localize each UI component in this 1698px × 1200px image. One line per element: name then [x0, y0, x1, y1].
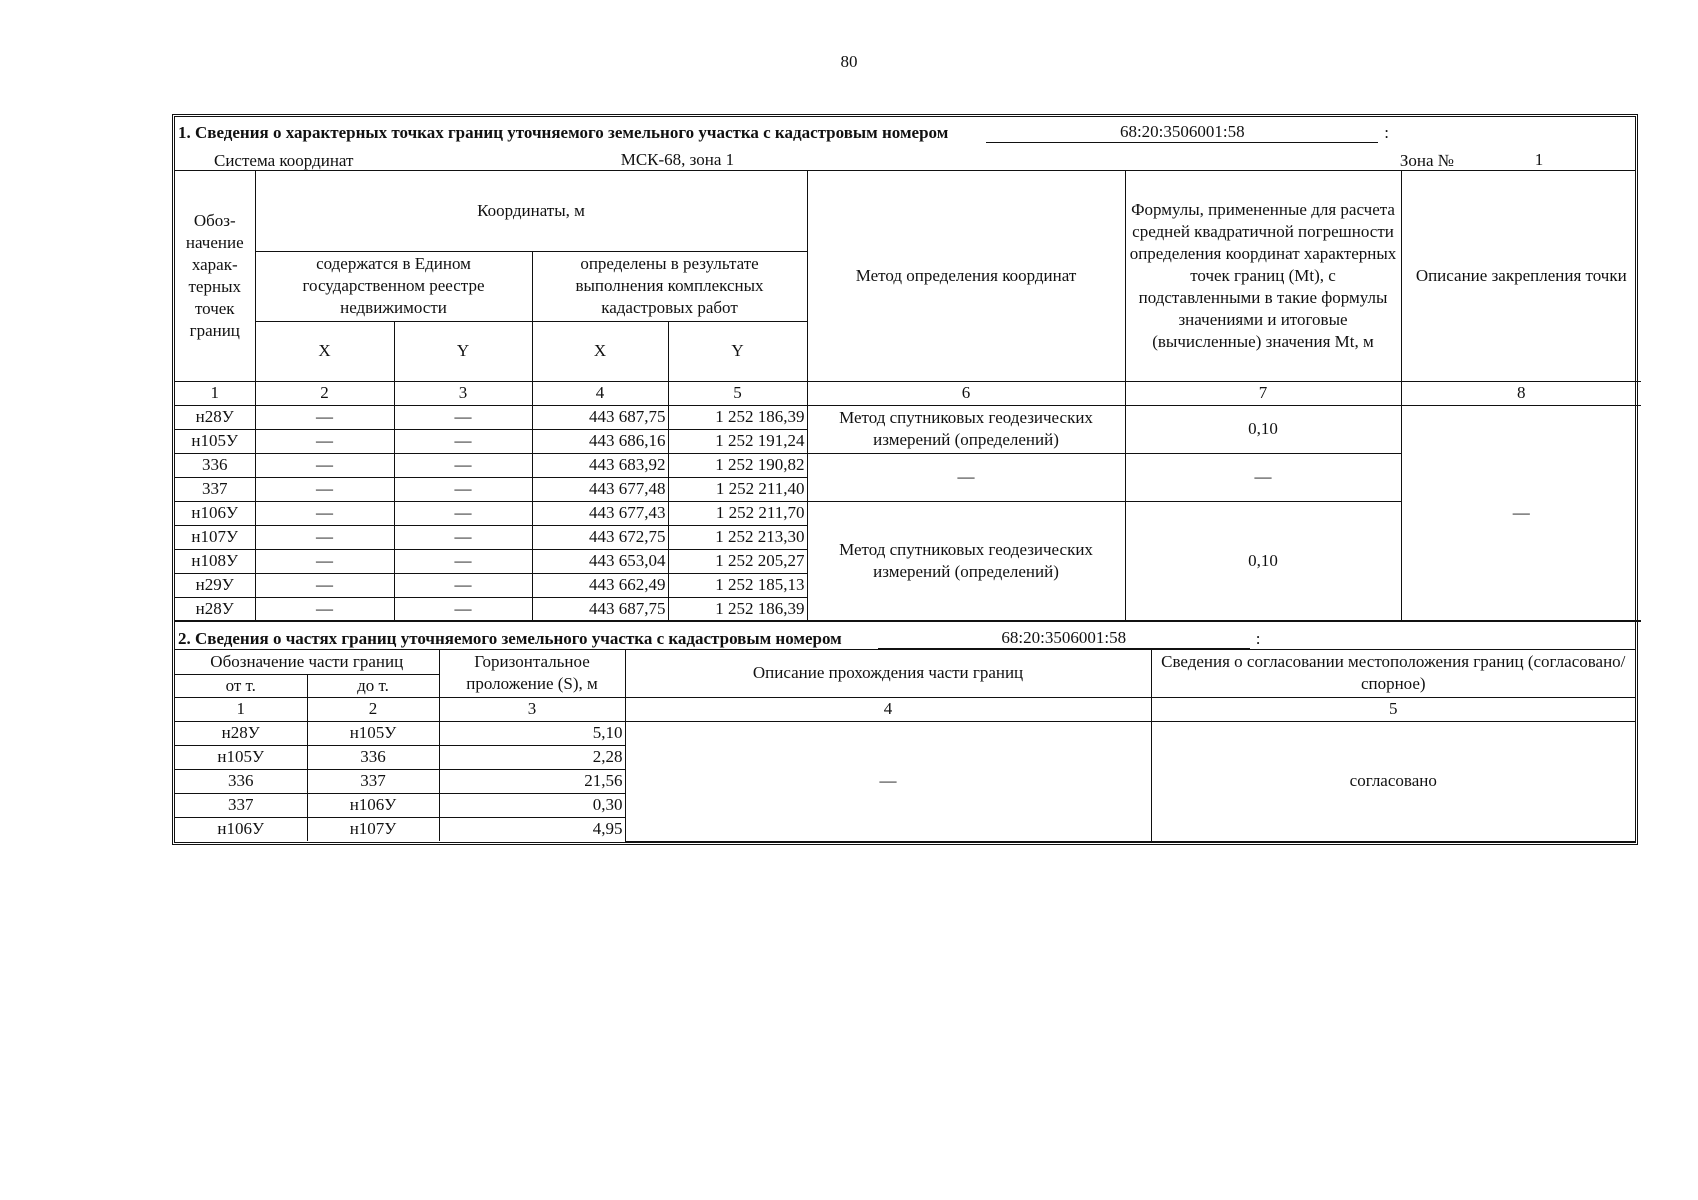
section2-cadastral-number: 68:20:3506001:58	[878, 628, 1250, 649]
header-coordinates: Координаты, м	[255, 171, 807, 251]
coord-system-value: МСК-68, зона 1	[353, 150, 1001, 171]
y-egrn: —	[394, 501, 532, 525]
horizontal-value: 4,95	[439, 817, 625, 841]
mt-cell: 0,10	[1125, 501, 1401, 621]
coord-system-label: Система координат	[214, 151, 354, 170]
point-designation: н28У	[175, 405, 255, 429]
x-egrn: —	[255, 477, 394, 501]
y-value: 1 252 211,70	[668, 501, 807, 525]
section2-colon: :	[1255, 629, 1261, 648]
x-value: 443 683,92	[532, 453, 668, 477]
cadastral-document	[172, 114, 1638, 845]
horizontal-value: 2,28	[439, 745, 625, 769]
x-value: 443 662,49	[532, 573, 668, 597]
col-number: 8	[1401, 381, 1641, 405]
header-agreement: Сведения о согласовании местоположения границ (согласовано/спорное)	[1151, 650, 1635, 697]
x-egrn: —	[255, 597, 394, 621]
mt-cell: 0,10	[1125, 405, 1401, 453]
header-determined: определены в результате выполнения комплексных кадастровых работ	[532, 251, 807, 321]
col-number: 4	[532, 381, 668, 405]
table-row	[175, 721, 1635, 745]
to-point: н105У	[307, 721, 439, 745]
header-to: до т.	[307, 674, 439, 697]
header-designation: Обоз-начение харак-терных точек границ	[175, 171, 255, 381]
from-point: н28У	[175, 721, 307, 745]
y-egrn: —	[394, 549, 532, 573]
header-fixing: Описание закрепления точки	[1401, 171, 1641, 381]
x-egrn: —	[255, 573, 394, 597]
col-number: 7	[1125, 381, 1401, 405]
y-value: 1 252 186,39	[668, 597, 807, 621]
header-x-determined: X	[532, 321, 668, 381]
header-part-designation: Обозначение части границ	[175, 650, 439, 674]
point-designation: н29У	[175, 573, 255, 597]
x-value: 443 687,75	[532, 597, 668, 621]
from-point: 336	[175, 769, 307, 793]
header-egrn: содержатся в Едином государственном реестре недвижимости	[255, 251, 532, 321]
col-number: 6	[807, 381, 1125, 405]
x-egrn: —	[255, 453, 394, 477]
method-cell: —	[807, 453, 1125, 501]
from-point: н106У	[175, 817, 307, 841]
horizontal-value: 21,56	[439, 769, 625, 793]
mt-cell: —	[1125, 453, 1401, 501]
method-cell: Метод спутниковых геодезических измерений (определений)	[807, 501, 1125, 621]
header-from: от т.	[175, 674, 307, 697]
y-value: 1 252 211,40	[668, 477, 807, 501]
point-designation: н105У	[175, 429, 255, 453]
y-egrn: —	[394, 429, 532, 453]
section1-heading: 1. Сведения о характерных точках границ уточняемого земельного участка с кадастровым номером	[178, 123, 949, 142]
from-point: н105У	[175, 745, 307, 769]
x-egrn: —	[255, 501, 394, 525]
x-value: 443 677,48	[532, 477, 668, 501]
section1-colon: :	[1384, 123, 1390, 142]
table-row	[175, 405, 1641, 429]
y-egrn: —	[394, 525, 532, 549]
zone-value: 1	[1454, 150, 1624, 171]
to-point: 336	[307, 745, 439, 769]
y-value: 1 252 185,13	[668, 573, 807, 597]
point-designation: н106У	[175, 501, 255, 525]
x-egrn: —	[255, 549, 394, 573]
col-number: 2	[307, 697, 439, 721]
x-egrn: —	[255, 525, 394, 549]
col-number: 3	[394, 381, 532, 405]
header-formulas: Формулы, примененные для расчета средней квадратичной погрешности определения координат характерных точек границ (Mt), с подставленными в такие формулы значениями и итоговые (вычисленные) значения Mt, м	[1125, 171, 1401, 381]
header-x-egrn: X	[255, 321, 394, 381]
point-designation: н28У	[175, 597, 255, 621]
section1-title	[175, 117, 1635, 171]
section2-title	[175, 622, 1635, 650]
to-point: 337	[307, 769, 439, 793]
col-number: 3	[439, 697, 625, 721]
point-designation: н107У	[175, 525, 255, 549]
section1-cadastral-number: 68:20:3506001:58	[986, 122, 1378, 143]
point-designation: 336	[175, 453, 255, 477]
y-value: 1 252 205,27	[668, 549, 807, 573]
y-egrn: —	[394, 405, 532, 429]
x-value: 443 672,75	[532, 525, 668, 549]
y-value: 1 252 190,82	[668, 453, 807, 477]
to-point: н107У	[307, 817, 439, 841]
x-value: 443 653,04	[532, 549, 668, 573]
col-number: 4	[625, 697, 1151, 721]
header-method: Метод определения координат	[807, 171, 1125, 381]
col-number: 1	[175, 697, 307, 721]
col-number: 2	[255, 381, 394, 405]
header-horizontal: Горизонтальное проложение (S), м	[439, 650, 625, 697]
x-value: 443 677,43	[532, 501, 668, 525]
method-cell: Метод спутниковых геодезических измерений (определений)	[807, 405, 1125, 453]
fixing-cell: —	[1401, 405, 1641, 621]
horizontal-value: 5,10	[439, 721, 625, 745]
points-table	[175, 171, 1641, 622]
x-egrn: —	[255, 405, 394, 429]
point-designation: н108У	[175, 549, 255, 573]
y-egrn: —	[394, 597, 532, 621]
to-point: н106У	[307, 793, 439, 817]
y-value: 1 252 186,39	[668, 405, 807, 429]
agreement-cell: согласовано	[1151, 721, 1635, 841]
header-y-egrn: Y	[394, 321, 532, 381]
x-value: 443 686,16	[532, 429, 668, 453]
col-number: 5	[668, 381, 807, 405]
parts-table	[175, 650, 1635, 842]
horizontal-value: 0,30	[439, 793, 625, 817]
x-egrn: —	[255, 429, 394, 453]
from-point: 337	[175, 793, 307, 817]
zone-label: Зона №	[1399, 151, 1454, 170]
y-egrn: —	[394, 477, 532, 501]
description-cell: —	[625, 721, 1151, 841]
x-value: 443 687,75	[532, 405, 668, 429]
point-designation: 337	[175, 477, 255, 501]
header-description: Описание прохождения части границ	[625, 650, 1151, 697]
col-number: 1	[175, 381, 255, 405]
y-value: 1 252 191,24	[668, 429, 807, 453]
col-number: 5	[1151, 697, 1635, 721]
y-value: 1 252 213,30	[668, 525, 807, 549]
header-y-determined: Y	[668, 321, 807, 381]
y-egrn: —	[394, 453, 532, 477]
section2-heading: 2. Сведения о частях границ уточняемого земельного участка с кадастровым номером	[178, 629, 842, 648]
page-number: 80	[840, 52, 858, 71]
y-egrn: —	[394, 573, 532, 597]
